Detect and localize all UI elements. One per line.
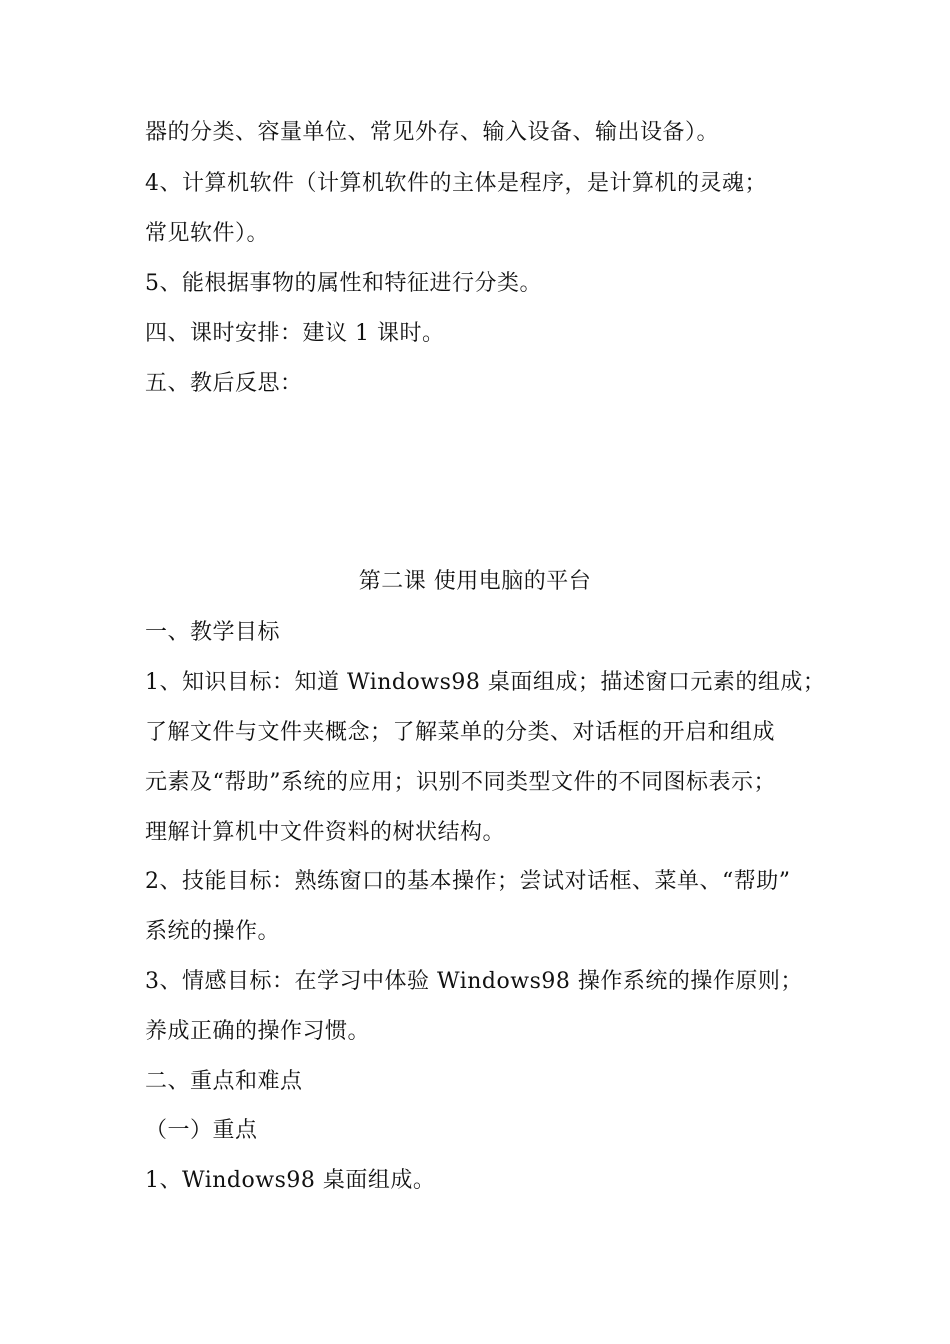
text-line: 4、计算机软件（计算机软件的主体是程序，是计算机的灵魂；: [145, 171, 767, 196]
text-line: 1、Windows98 桌面组成。: [145, 1168, 436, 1193]
text-line: 系统的操作。: [145, 919, 281, 944]
text-line: 5、能根据事物的属性和特征进行分类。: [145, 271, 542, 296]
text-line: 2、技能目标：熟练窗口的基本操作；尝试对话框、菜单、“帮助”: [145, 869, 791, 894]
text-line: 器的分类、容量单位、常见外存、输入设备、输出设备）。: [145, 120, 720, 145]
lesson-title: 第二课 使用电脑的平台: [358, 569, 592, 594]
text-line: 3、情感目标：在学习中体验 Windows98 操作系统的操作原则；: [145, 969, 803, 994]
text-line: 1、知识目标：知道 Windows98 桌面组成；描述窗口元素的组成；: [145, 670, 826, 695]
text-line: 常见软件）。: [145, 221, 270, 246]
heading-objectives: 一、教学目标: [145, 620, 281, 645]
text-line: 元素及“帮助”系统的应用；识别不同类型文件的不同图标表示；: [145, 770, 776, 795]
heading-key-points: 二、重点和难点: [145, 1069, 303, 1094]
text-line: 了解文件与文件夹概念；了解菜单的分类、对话框的开启和组成: [145, 720, 776, 745]
text-line: 四、课时安排：建议 1 课时。: [145, 321, 445, 346]
text-line: 五、教后反思：: [145, 371, 303, 396]
subheading-key: （一）重点: [145, 1118, 258, 1143]
text-line: 养成正确的操作习惯。: [145, 1019, 371, 1044]
text-line: 理解计算机中文件资料的树状结构。: [145, 820, 506, 845]
